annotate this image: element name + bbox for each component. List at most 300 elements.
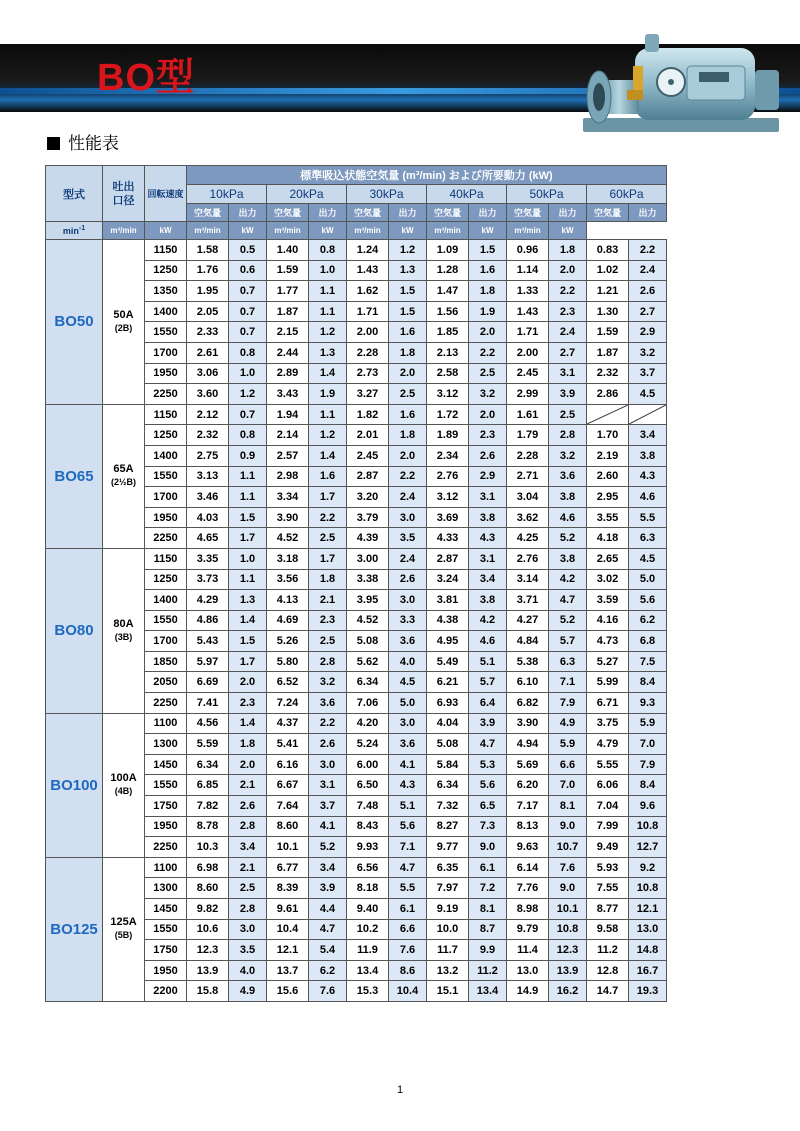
air-volume-cell: 6.98 — [187, 857, 229, 878]
power-cell: 1.2 — [309, 322, 347, 343]
air-volume-cell: 8.18 — [347, 878, 389, 899]
air-volume-cell: 2.76 — [507, 548, 549, 569]
air-volume-cell: 9.82 — [187, 899, 229, 920]
power-cell: 6.3 — [629, 528, 667, 549]
power-cell: 5.5 — [629, 507, 667, 528]
power-cell: 2.0 — [229, 754, 267, 775]
air-volume-cell: 1.82 — [347, 404, 389, 425]
power-cell: 7.6 — [309, 981, 347, 1002]
power-cell: 1.7 — [309, 487, 347, 508]
power-cell: 3.2 — [309, 672, 347, 693]
air-volume-cell: 1.94 — [267, 404, 309, 425]
air-volume-cell: 7.41 — [187, 693, 229, 714]
pipe-size-cell — [103, 240, 145, 405]
air-volume-cell: 2.28 — [507, 445, 549, 466]
air-volume-cell: 4.38 — [427, 610, 469, 631]
air-volume-cell: 2.12 — [187, 404, 229, 425]
air-volume-cell: 10.0 — [427, 919, 469, 940]
power-cell: 0.6 — [229, 260, 267, 281]
power-cell: 6.1 — [389, 899, 427, 920]
air-volume-cell: 13.2 — [427, 960, 469, 981]
power-cell: 5.9 — [549, 734, 587, 755]
power-cell: 0.8 — [309, 240, 347, 261]
performance-table — [45, 165, 667, 1002]
power-cell: 4.6 — [549, 507, 587, 528]
power-cell: 8.4 — [629, 775, 667, 796]
air-volume-cell: 4.56 — [187, 713, 229, 734]
power-cell: 2.2 — [549, 281, 587, 302]
air-volume-cell: 14.7 — [587, 981, 629, 1002]
power-cell: 5.1 — [389, 796, 427, 817]
air-volume-cell: 1.43 — [347, 260, 389, 281]
air-volume-cell: 11.9 — [347, 940, 389, 961]
power-cell: 1.8 — [389, 425, 427, 446]
air-volume-cell: 4.79 — [587, 734, 629, 755]
power-cell: 1.3 — [389, 260, 427, 281]
power-cell: 3.6 — [549, 466, 587, 487]
power-cell: 2.8 — [229, 899, 267, 920]
table-row — [46, 404, 667, 425]
table-row — [46, 857, 667, 878]
power-unit: kW — [145, 222, 187, 240]
air-volume-cell: 3.71 — [507, 590, 549, 611]
power-cell: 1.4 — [309, 445, 347, 466]
air-volume-cell: 8.78 — [187, 816, 229, 837]
air-volume-cell: 4.16 — [587, 610, 629, 631]
air-volume-cell: 2.87 — [427, 548, 469, 569]
power-cell: 1.5 — [229, 507, 267, 528]
power-cell: 5.0 — [629, 569, 667, 590]
air-volume-cell: 3.79 — [347, 507, 389, 528]
header-rpm-unit — [46, 222, 103, 240]
power-cell: 1.8 — [549, 240, 587, 261]
power-cell: 4.2 — [549, 569, 587, 590]
power-cell: 1.2 — [309, 425, 347, 446]
air-volume-cell: 8.77 — [587, 899, 629, 920]
air-volume-cell: 1.56 — [427, 301, 469, 322]
power-cell: 4.1 — [309, 816, 347, 837]
air-volume-cell: 1.02 — [587, 260, 629, 281]
power-cell: 6.8 — [629, 631, 667, 652]
power-cell: 5.6 — [389, 816, 427, 837]
air-volume-cell: 6.21 — [427, 672, 469, 693]
air-volume-cell: 6.14 — [507, 857, 549, 878]
power-cell: 1.9 — [309, 384, 347, 405]
power-cell: 2.7 — [629, 301, 667, 322]
power-cell: 0.5 — [229, 240, 267, 261]
power-cell: 3.5 — [389, 528, 427, 549]
air-volume-cell: 2.73 — [347, 363, 389, 384]
power-cell: 5.7 — [469, 672, 507, 693]
air-volume-cell: 3.18 — [267, 548, 309, 569]
power-cell: 1.5 — [389, 281, 427, 302]
header-pipe-size — [103, 166, 145, 222]
empty-cell — [587, 404, 629, 425]
air-volume-cell: 4.65 — [187, 528, 229, 549]
rpm-cell: 1350 — [145, 281, 187, 302]
air-volume-cell: 8.13 — [507, 816, 549, 837]
air-volume-cell: 2.86 — [587, 384, 629, 405]
diagonal-line — [629, 405, 666, 424]
air-volume-cell: 6.50 — [347, 775, 389, 796]
air-volume-cell: 6.52 — [267, 672, 309, 693]
air-volume-cell: 11.4 — [507, 940, 549, 961]
pipe-size: 125A — [110, 916, 137, 929]
power-cell: 9.2 — [629, 857, 667, 878]
air-volume-cell: 7.04 — [587, 796, 629, 817]
air-volume-cell: 3.95 — [347, 590, 389, 611]
power-cell: 3.6 — [309, 693, 347, 714]
power-cell: 1.6 — [309, 466, 347, 487]
air-volume-cell: 8.60 — [187, 878, 229, 899]
air-volume-label: 空気量 — [347, 204, 389, 222]
power-cell: 3.7 — [309, 796, 347, 817]
air-volume-cell: 1.70 — [587, 425, 629, 446]
rpm-cell: 1100 — [145, 713, 187, 734]
air-volume-cell: 1.59 — [267, 260, 309, 281]
power-cell: 1.6 — [389, 322, 427, 343]
power-cell: 3.8 — [469, 507, 507, 528]
rpm-cell: 1550 — [145, 775, 187, 796]
pipe-size-inch: (2½B) — [110, 477, 136, 488]
air-volume-cell: 3.12 — [427, 487, 469, 508]
rpm-cell: 1400 — [145, 301, 187, 322]
air-volume-cell: 3.12 — [427, 384, 469, 405]
air-volume-cell: 10.4 — [267, 919, 309, 940]
air-volume-cell: 2.75 — [187, 445, 229, 466]
power-cell: 10.8 — [629, 878, 667, 899]
air-volume-cell: 3.62 — [507, 507, 549, 528]
power-cell: 10.8 — [629, 816, 667, 837]
air-volume-cell: 4.18 — [587, 528, 629, 549]
air-volume-cell: 1.87 — [587, 342, 629, 363]
air-volume-cell: 3.81 — [427, 590, 469, 611]
air-volume-cell: 5.55 — [587, 754, 629, 775]
power-cell: 9.0 — [469, 837, 507, 858]
header-pipe-line1: 吐出 — [112, 180, 135, 193]
power-cell: 3.0 — [389, 590, 427, 611]
air-volume-unit: m³/min — [347, 222, 389, 240]
power-cell: 10.4 — [389, 981, 427, 1002]
power-cell: 9.0 — [549, 878, 587, 899]
power-cell: 4.7 — [309, 919, 347, 940]
air-volume-cell: 2.89 — [267, 363, 309, 384]
model-cell: BO100 — [46, 713, 103, 857]
air-volume-cell: 12.3 — [187, 940, 229, 961]
air-volume-cell: 6.71 — [587, 693, 629, 714]
air-volume-unit: m³/min — [267, 222, 309, 240]
air-volume-cell: 5.49 — [427, 651, 469, 672]
air-volume-cell: 5.84 — [427, 754, 469, 775]
air-volume-cell: 13.4 — [347, 960, 389, 981]
air-volume-cell: 2.45 — [507, 363, 549, 384]
power-cell: 3.2 — [469, 384, 507, 405]
air-volume-cell: 5.59 — [187, 734, 229, 755]
power-cell: 3.0 — [389, 713, 427, 734]
power-cell: 3.1 — [469, 487, 507, 508]
rpm-unit-exp: -1 — [78, 225, 86, 232]
power-cell: 4.0 — [389, 651, 427, 672]
air-volume-cell: 2.32 — [587, 363, 629, 384]
air-volume-cell: 2.61 — [187, 342, 229, 363]
power-cell: 2.5 — [469, 363, 507, 384]
diagonal-line — [587, 405, 628, 424]
power-cell: 1.3 — [229, 590, 267, 611]
rpm-cell: 2250 — [145, 837, 187, 858]
pipe-size: 80A — [113, 617, 134, 630]
power-cell: 7.5 — [629, 651, 667, 672]
air-volume-cell: 1.59 — [587, 322, 629, 343]
power-cell: 1.1 — [229, 487, 267, 508]
air-volume-cell: 14.9 — [507, 981, 549, 1002]
air-volume-cell: 1.28 — [427, 260, 469, 281]
pipe-size-cell — [103, 713, 145, 857]
power-cell: 2.2 — [389, 466, 427, 487]
air-volume-cell: 4.37 — [267, 713, 309, 734]
air-volume-cell: 7.24 — [267, 693, 309, 714]
power-cell: 2.0 — [229, 672, 267, 693]
power-cell: 3.8 — [629, 445, 667, 466]
air-volume-cell: 6.34 — [347, 672, 389, 693]
power-cell: 9.0 — [549, 816, 587, 837]
air-volume-cell: 3.90 — [507, 713, 549, 734]
power-cell: 1.7 — [229, 528, 267, 549]
power-cell: 1.2 — [389, 240, 427, 261]
power-cell: 4.4 — [309, 899, 347, 920]
power-unit: kW — [229, 222, 267, 240]
air-volume-cell: 3.75 — [587, 713, 629, 734]
table-row — [46, 713, 667, 734]
air-volume-cell: 7.32 — [427, 796, 469, 817]
air-volume-cell: 6.69 — [187, 672, 229, 693]
power-cell: 16.7 — [629, 960, 667, 981]
air-volume-cell: 5.80 — [267, 651, 309, 672]
air-volume-cell: 1.09 — [427, 240, 469, 261]
air-volume-cell: 15.8 — [187, 981, 229, 1002]
power-cell: 2.6 — [629, 281, 667, 302]
power-cell: 2.0 — [469, 322, 507, 343]
power-cell: 4.7 — [549, 590, 587, 611]
power-cell: 2.9 — [469, 466, 507, 487]
pipe-size-cell — [103, 404, 145, 548]
model-cell: BO50 — [46, 240, 103, 405]
air-volume-cell: 1.71 — [347, 301, 389, 322]
air-volume-cell: 6.00 — [347, 754, 389, 775]
air-volume-cell: 6.56 — [347, 857, 389, 878]
rpm-cell: 1700 — [145, 342, 187, 363]
power-cell: 1.1 — [229, 569, 267, 590]
air-volume-cell: 5.93 — [587, 857, 629, 878]
air-volume-cell: 6.16 — [267, 754, 309, 775]
air-volume-cell: 1.24 — [347, 240, 389, 261]
pressure-header: 10kPa — [187, 185, 267, 204]
power-cell: 4.2 — [469, 610, 507, 631]
power-cell: 1.4 — [229, 713, 267, 734]
rpm-cell: 1850 — [145, 651, 187, 672]
air-volume-cell: 9.61 — [267, 899, 309, 920]
power-cell: 8.4 — [629, 672, 667, 693]
air-volume-cell: 1.61 — [507, 404, 549, 425]
air-volume-cell: 9.63 — [507, 837, 549, 858]
power-cell: 0.9 — [229, 445, 267, 466]
air-volume-cell: 7.06 — [347, 693, 389, 714]
air-volume-cell: 4.20 — [347, 713, 389, 734]
power-cell: 2.5 — [389, 384, 427, 405]
air-volume-cell: 2.71 — [507, 466, 549, 487]
air-volume-cell: 3.20 — [347, 487, 389, 508]
air-volume-cell: 6.77 — [267, 857, 309, 878]
air-volume-cell: 6.34 — [187, 754, 229, 775]
power-cell: 3.4 — [309, 857, 347, 878]
power-cell: 5.6 — [469, 775, 507, 796]
power-cell: 1.2 — [229, 384, 267, 405]
rpm-cell: 1750 — [145, 940, 187, 961]
air-volume-cell: 7.55 — [587, 878, 629, 899]
header-model: 型式 — [46, 166, 103, 222]
air-volume-cell: 3.56 — [267, 569, 309, 590]
air-volume-cell: 6.20 — [507, 775, 549, 796]
air-volume-cell: 5.27 — [587, 651, 629, 672]
power-cell: 5.0 — [389, 693, 427, 714]
power-cell: 2.1 — [229, 857, 267, 878]
air-volume-cell: 8.27 — [427, 816, 469, 837]
power-cell: 1.9 — [469, 301, 507, 322]
rpm-cell: 1250 — [145, 425, 187, 446]
air-volume-cell: 4.04 — [427, 713, 469, 734]
air-volume-cell: 4.27 — [507, 610, 549, 631]
power-cell: 5.3 — [469, 754, 507, 775]
power-cell: 9.6 — [629, 796, 667, 817]
air-volume-cell: 7.76 — [507, 878, 549, 899]
air-volume-cell: 4.25 — [507, 528, 549, 549]
power-cell: 3.9 — [309, 878, 347, 899]
power-cell: 14.8 — [629, 940, 667, 961]
air-volume-cell: 2.15 — [267, 322, 309, 343]
air-volume-cell: 4.13 — [267, 590, 309, 611]
air-volume-cell: 7.97 — [427, 878, 469, 899]
power-cell: 1.8 — [309, 569, 347, 590]
power-cell: 9.3 — [629, 693, 667, 714]
rpm-unit-text: min — [62, 226, 79, 236]
air-volume-cell: 3.69 — [427, 507, 469, 528]
power-cell: 2.5 — [549, 404, 587, 425]
air-volume-label: 空気量 — [267, 204, 309, 222]
power-cell: 0.8 — [229, 342, 267, 363]
power-cell: 2.0 — [389, 445, 427, 466]
rpm-cell: 1450 — [145, 899, 187, 920]
header-air-power: 標準吸込状態空気量 (m³/min) および所要動力 (kW) — [187, 166, 667, 185]
power-cell: 1.8 — [389, 342, 427, 363]
air-volume-unit: m³/min — [507, 222, 549, 240]
rpm-cell: 1450 — [145, 754, 187, 775]
air-volume-cell: 1.62 — [347, 281, 389, 302]
pipe-size-cell — [103, 548, 145, 713]
air-volume-cell: 11.7 — [427, 940, 469, 961]
power-cell: 2.1 — [229, 775, 267, 796]
power-cell: 5.7 — [549, 631, 587, 652]
rpm-cell: 1750 — [145, 796, 187, 817]
power-unit: kW — [389, 222, 427, 240]
model-cell: BO65 — [46, 404, 103, 548]
air-volume-unit: m³/min — [187, 222, 229, 240]
power-cell: 7.2 — [469, 878, 507, 899]
power-cell: 1.0 — [229, 363, 267, 384]
power-cell: 4.6 — [629, 487, 667, 508]
power-cell: 0.7 — [229, 322, 267, 343]
power-cell: 1.6 — [389, 404, 427, 425]
power-label: 出力 — [309, 204, 347, 222]
air-volume-cell: 4.95 — [427, 631, 469, 652]
power-cell: 2.4 — [389, 548, 427, 569]
power-cell: 3.9 — [469, 713, 507, 734]
blower-machine-image — [575, 30, 785, 142]
power-cell: 1.4 — [229, 610, 267, 631]
rpm-cell: 1150 — [145, 404, 187, 425]
air-volume-cell: 3.90 — [267, 507, 309, 528]
power-cell: 6.4 — [469, 693, 507, 714]
air-volume-cell: 3.59 — [587, 590, 629, 611]
power-cell: 7.9 — [629, 754, 667, 775]
pressure-header: 20kPa — [267, 185, 347, 204]
power-cell: 4.5 — [629, 548, 667, 569]
power-cell: 3.6 — [389, 631, 427, 652]
pressure-header: 30kPa — [347, 185, 427, 204]
table-row — [46, 240, 667, 261]
power-cell: 5.5 — [389, 878, 427, 899]
air-volume-cell: 2.34 — [427, 445, 469, 466]
rpm-cell: 1950 — [145, 816, 187, 837]
power-cell: 0.8 — [229, 425, 267, 446]
power-cell: 1.1 — [309, 281, 347, 302]
air-volume-cell: 9.79 — [507, 919, 549, 940]
air-volume-cell: 4.84 — [507, 631, 549, 652]
power-cell: 1.4 — [309, 363, 347, 384]
power-cell: 2.2 — [309, 713, 347, 734]
pipe-size-inch: (4B) — [114, 786, 133, 797]
rpm-cell: 1100 — [145, 857, 187, 878]
power-cell: 13.9 — [549, 960, 587, 981]
air-volume-cell: 2.45 — [347, 445, 389, 466]
air-volume-cell: 5.08 — [427, 734, 469, 755]
air-volume-cell: 5.38 — [507, 651, 549, 672]
power-cell: 6.2 — [629, 610, 667, 631]
power-cell: 3.5 — [229, 940, 267, 961]
air-volume-cell: 1.72 — [427, 404, 469, 425]
air-volume-cell: 15.6 — [267, 981, 309, 1002]
air-volume-cell: 2.14 — [267, 425, 309, 446]
power-cell: 12.7 — [629, 837, 667, 858]
power-cell: 7.9 — [549, 693, 587, 714]
power-cell: 1.8 — [469, 281, 507, 302]
air-volume-cell: 8.43 — [347, 816, 389, 837]
rpm-cell: 1550 — [145, 610, 187, 631]
air-volume-cell: 3.34 — [267, 487, 309, 508]
rpm-cell: 1550 — [145, 466, 187, 487]
air-volume-cell: 9.58 — [587, 919, 629, 940]
power-cell: 6.1 — [469, 857, 507, 878]
power-cell: 3.4 — [629, 425, 667, 446]
air-volume-cell: 3.55 — [587, 507, 629, 528]
power-cell: 3.2 — [629, 342, 667, 363]
pressure-header: 40kPa — [427, 185, 507, 204]
power-cell: 2.3 — [469, 425, 507, 446]
power-cell: 3.0 — [389, 507, 427, 528]
rpm-cell: 1950 — [145, 507, 187, 528]
power-cell: 2.5 — [309, 528, 347, 549]
air-volume-cell: 1.77 — [267, 281, 309, 302]
air-volume-cell: 6.10 — [507, 672, 549, 693]
air-volume-cell: 1.95 — [187, 281, 229, 302]
